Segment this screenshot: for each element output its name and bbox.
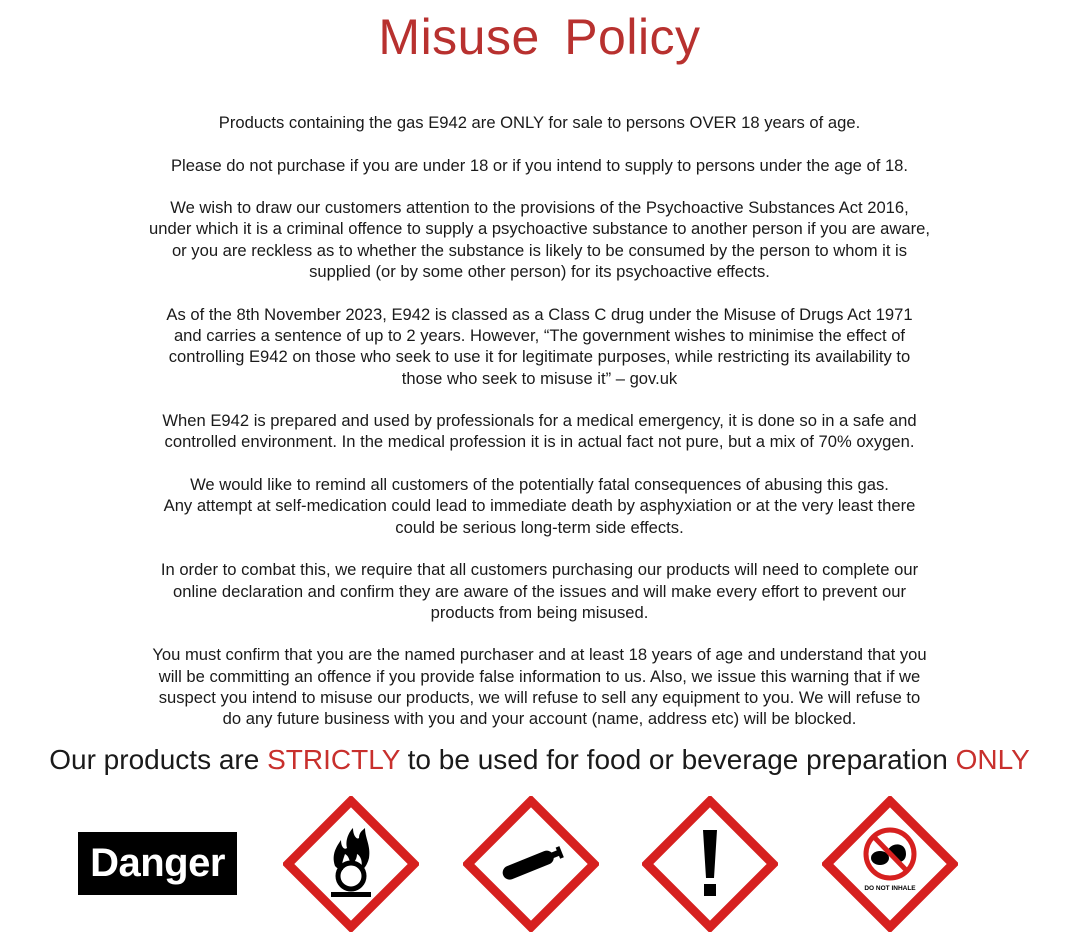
paragraph-line: under which it is a criminal offence to supply a psychoactive substance to another person if you are aware, xyxy=(149,219,930,239)
do-not-inhale-icon xyxy=(822,796,958,932)
policy-body xyxy=(0,112,1079,751)
paragraph-line: We wish to draw our customers attention to the provisions of the Psychoactive Substances Act 2016, xyxy=(170,198,909,218)
gas-cylinder-icon xyxy=(463,796,599,932)
paragraph-line: products from being misused. xyxy=(430,602,649,622)
paragraph-line: those who seek to misuse it” – gov.uk xyxy=(401,368,678,388)
policy-paragraph xyxy=(0,644,1079,729)
paragraph-line: supplied (or by some other person) for its psychoactive effects. xyxy=(309,262,770,282)
policy-paragraph xyxy=(0,197,1079,282)
paragraph-line: online declaration and confirm they are aware of the issues and will make every effort to prevent our xyxy=(173,581,906,601)
paragraph-line: When E942 is prepared and used by professionals for a medical emergency, it is done so in a safe and xyxy=(162,411,917,431)
paragraph-line: As of the 8th November 2023, E942 is classed as a Class C drug under the Misuse of Drugs Act 1971 xyxy=(166,304,913,324)
paragraph-line: will be committing an offence if you provide false information to us. Also, we issue this warning that if we xyxy=(158,666,921,686)
paragraph-line: or you are reckless as to whether the substance is likely to be consumed by the person to whom it is xyxy=(171,240,908,260)
flame-over-circle-icon xyxy=(283,796,419,932)
notice-text: Our products are xyxy=(49,744,268,775)
do-not-inhale-text: DO NOT INHALE xyxy=(864,885,916,892)
paragraph-line: You must confirm that you are the named purchaser and at least 18 years of age and understand that you xyxy=(152,645,927,665)
policy-paragraph xyxy=(0,112,1079,133)
page-title: Misuse Policy xyxy=(378,9,701,65)
paragraph-line: controlled environment. In the medical profession it is in actual fact not pure, but a mix of 70% oxygen. xyxy=(164,432,915,452)
policy-paragraph xyxy=(0,559,1079,623)
usage-notice xyxy=(0,744,1079,776)
notice-only: ONLY xyxy=(955,744,1030,775)
paragraph-line: and carries a sentence of up to 2 years. However, “The government wishes to minimise the effect of xyxy=(173,325,906,345)
paragraph-line: In order to combat this, we require that all customers purchasing our products will need to complete our xyxy=(160,560,919,580)
exclamation-mark-icon xyxy=(642,796,778,932)
notice-text: to be used for food or beverage preparation xyxy=(399,744,956,775)
policy-paragraph xyxy=(0,474,1079,538)
danger-signal-word: Danger xyxy=(78,832,237,895)
policy-paragraph xyxy=(0,155,1079,176)
policy-paragraph xyxy=(0,304,1079,389)
paragraph-line: Please do not purchase if you are under 18 or if you intend to supply to persons under the age of 18. xyxy=(170,155,909,175)
notice-strictly: STRICTLY xyxy=(267,744,400,775)
paragraph-line: do any future business with you and your account (name, address etc) will be blocked. xyxy=(222,709,857,729)
paragraph-line: suspect you intend to misuse our products, we will refuse to sell any equipment to you. We will refuse to xyxy=(158,688,921,708)
paragraph-line: We would like to remind all customers of the potentially fatal consequences of abusing this gas. xyxy=(190,475,889,495)
paragraph-line: could be serious long-term side effects. xyxy=(395,517,684,537)
policy-paragraph xyxy=(0,410,1079,453)
paragraph-line: Products containing the gas E942 are ONLY for sale to persons OVER 18 years of age. xyxy=(218,113,861,132)
paragraph-line: Any attempt at self-medication could lead to immediate death by asphyxiation or at the very least there xyxy=(163,496,916,516)
paragraph-line: controlling E942 on those who seek to use it for legitimate purposes, while restricting its availability to xyxy=(168,347,911,367)
